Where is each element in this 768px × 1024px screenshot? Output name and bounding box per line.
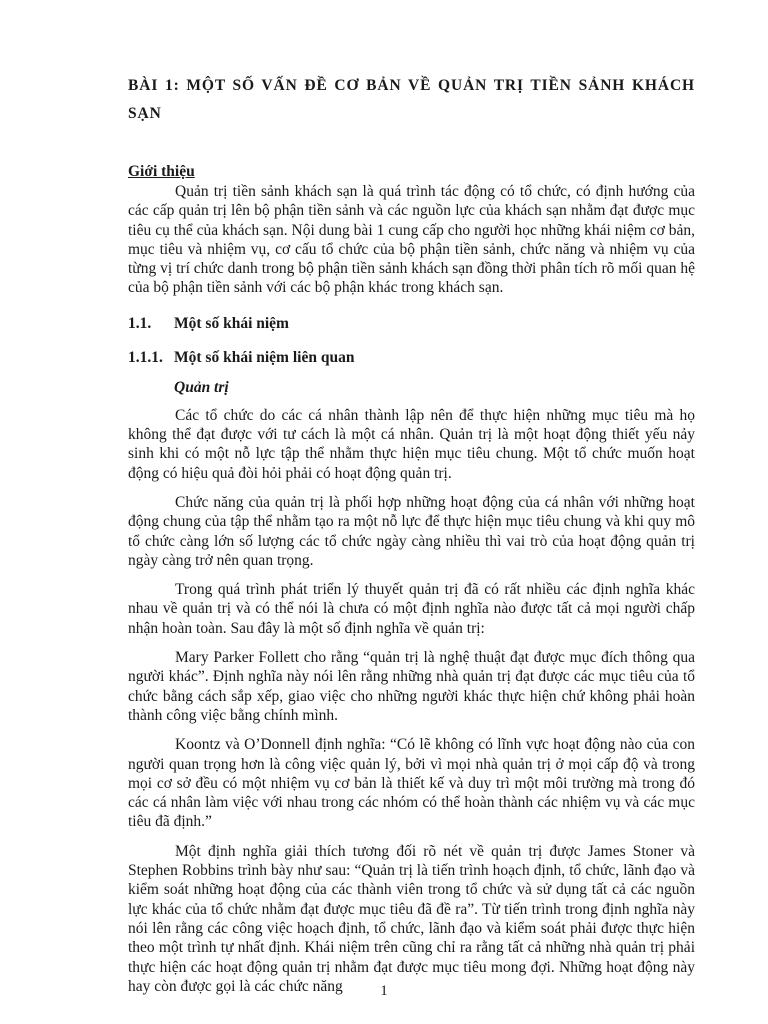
- section-heading-1-1: [128, 314, 695, 334]
- section-number: 1.1.1.: [128, 348, 163, 366]
- intro-paragraph: Quản trị tiền sảnh khách sạn là quá trình tác động có tổ chức, có định hướng của các cấp quản trị lên bộ phận tiền sảnh và các nguồn lực của khách sạn nhằm đạt được mục tiêu cụ thể của khách sạn. Nội dung bài 1 cung cấp cho người học những khái niệm cơ bản, mục tiêu và nhiệm vụ, cơ cấu tổ chức của bộ phận tiền sảnh, chức năng và nhiệm vụ của từng vị trí chức danh trong bộ phận tiền sảnh khách sạn đồng thời phân tích rõ mối quan hệ của bộ phận tiền sảnh với các bộ phận khác trong khách sạn.: [128, 183, 695, 297]
- document-page: [128, 72, 695, 996]
- intro-heading: Giới thiệu: [128, 163, 195, 180]
- body-paragraph: Một định nghĩa giải thích tương đối rõ nét về quản trị được James Stoner và Stephen Robbins trình bày như sau: “Quản trị là tiến trình hoạch định, tổ chức, lãnh đạo và kiểm soát những hoạt động của các thành viên trong tổ chức và sử dụng tất cả các nguồn lực khác của tổ chức nhằm đạt được mục tiêu đã đề ra”. Từ tiến trình trong định nghĩa này nói lên rằng các công việc hoạch định, tổ chức, lãnh đạo và kiểm soát phải được thực hiện theo một trình tự nhất định. Khái niệm trên cũng chỉ ra rằng tất cả những nhà quản trị phải thực hiện các hoạt động quản trị nhằm đạt được mục tiêu mong đợi. Những hoạt động này hay còn được gọi là các chức năng: [128, 842, 695, 995]
- section-title: Một số khái niệm liên quan: [174, 348, 355, 366]
- body-paragraph: Các tổ chức do các cá nhân thành lập nên để thực hiện những mục tiêu mà họ không thể đạt được với tư cách là một cá nhân. Quản trị là một hoạt động thiết yếu nảy sinh khi có một nỗ lực tập thể nhằm thực hiện mục tiêu chung. Một tổ chức muốn hoạt động có hiệu quả đòi hỏi phải có hoạt động quản trị.: [128, 406, 695, 482]
- page-number: 1: [380, 983, 388, 999]
- subheading-quan-tri: Quản trị: [174, 378, 229, 396]
- section-title: Một số khái niệm: [174, 314, 289, 332]
- document-title: BÀI 1: MỘT SỐ VẤN ĐỀ CƠ BẢN VỀ QUẢN TRỊ TIỀN SẢNH KHÁCH SẠN: [128, 77, 695, 122]
- body-paragraph: Trong quá trình phát triển lý thuyết quản trị đã có rất nhiều các định nghĩa khác nhau về quản trị và có thể nói là chưa có một định nghĩa nào được tất cả mọi người chấp nhận hoàn toàn. Sau đây là một số định nghĩa về quản trị:: [128, 581, 695, 637]
- body-paragraph: Chức năng của quản trị là phối hợp những hoạt động của cá nhân với những hoạt động chung của tập thể nhằm tạo ra một nỗ lực để thực hiện mục tiêu chung và khi quy mô tổ chức càng lớn số lượng các tổ chức ngày càng nhiều thì vai trò của hoạt động quản trị ngày càng trở nên quan trọng.: [128, 493, 695, 569]
- body-paragraph: Mary Parker Follett cho rằng “quản trị là nghệ thuật đạt được mục đích thông qua người khác”. Định nghĩa này nói lên rằng những nhà quản trị đạt được các mục tiêu của tổ chức bằng cách sắp xếp, giao việc cho những người khác thực hiện chứ không phải hoàn thành công việc bằng chính mình.: [128, 649, 695, 724]
- section-heading-1-1-1: [128, 348, 695, 368]
- body-paragraph: Koontz và O’Donnell định nghĩa: “Có lẽ không có lĩnh vực hoạt động nào của con người quan trọng hơn là công việc quản lý, bởi vì mọi nhà quản trị ở mọi cấp độ và trong mọi cơ sở đều có một nhiệm vụ cơ bản là thiết kế và duy trì một môi trường mà trong đó các cá nhân làm việc với nhau trong các nhóm có thể hoàn thành các nhiệm vụ và các mục tiêu đã định.”: [128, 736, 695, 831]
- section-number: 1.1.: [128, 314, 152, 332]
